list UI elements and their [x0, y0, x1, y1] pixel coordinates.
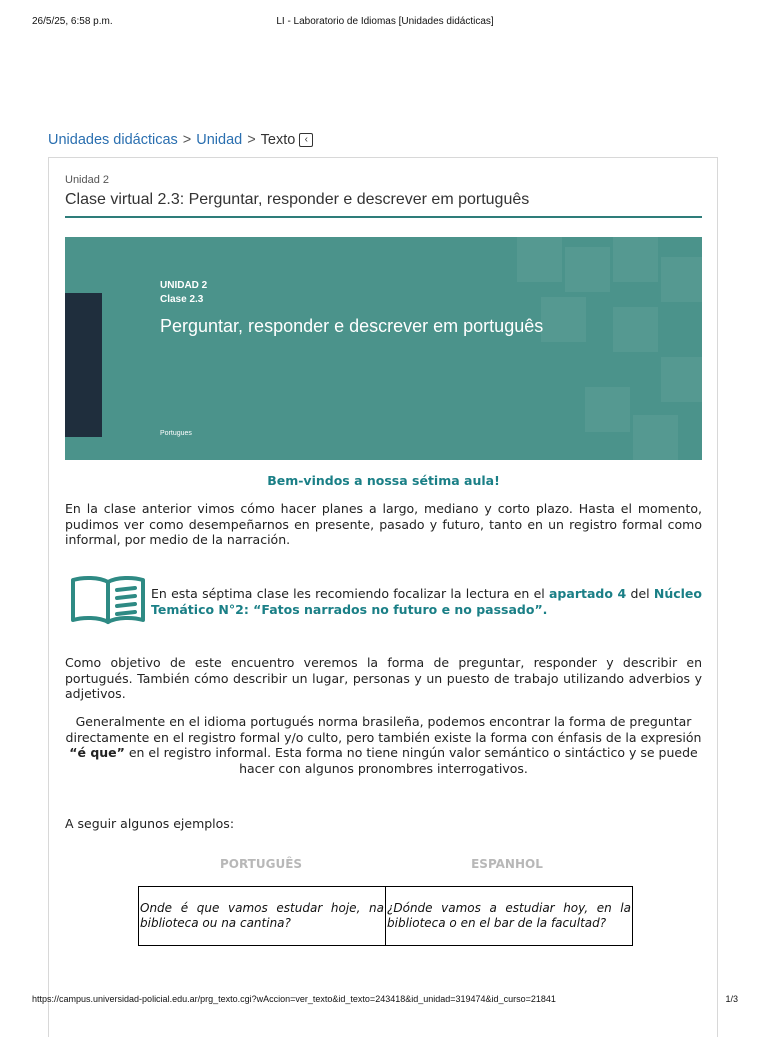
title-divider [65, 216, 702, 218]
banner-decoration [585, 387, 630, 432]
table-cell-espanhol: ¿Dónde vamos a estudiar hoy, en la biblioteca o en el bar de la facultad? [386, 887, 633, 946]
explanation-bold: “é que” [69, 745, 125, 760]
page-title: Clase virtual 2.3: Perguntar, responder e descrever em português [65, 191, 530, 208]
banner-decoration [565, 247, 610, 292]
print-url: https://campus.universidad-policial.edu.ar/prg_texto.cgi?wAccion=ver_texto&id_texto=243418&id_unidad=319474&id_curso=21841 [32, 994, 556, 1004]
banner-decoration [613, 307, 658, 352]
banner-side-tab [65, 293, 102, 437]
banner-class: Clase 2.3 [160, 294, 204, 305]
banner-decoration [613, 237, 658, 282]
examples-intro: A seguir algunos ejemplos: [65, 816, 235, 831]
page-number: 1/3 [725, 994, 738, 1004]
print-datetime: 26/5/25, 6:58 p.m. [32, 16, 113, 27]
reco-section-link: apartado 4 [549, 586, 627, 601]
examples-table [138, 886, 633, 946]
intro-paragraph: En la clase anterior vimos cómo hacer planes a largo, mediano y corto plazo. Hasta el momento, pudimos ver como desempeñarnos en presente, pasado y futuro, tanto en un registro formal como informal, por medio de la narración. [65, 501, 702, 547]
print-header [32, 16, 738, 32]
explanation-text: en el registro informal. Esta forma no tiene ningún valor semántico o sintáctico y se puede hacer con algunos pronombres interrogativos. [124, 745, 698, 776]
unit-label: Unidad 2 [65, 174, 110, 186]
welcome-heading: Bem-vindos a nossa sétima aula! [267, 473, 500, 488]
banner-language: Portugues [160, 430, 192, 437]
banner-unit: UNIDAD 2 [160, 280, 208, 291]
banner-title: Perguntar, responder e descrever em português [160, 316, 544, 336]
class-banner [65, 237, 702, 460]
breadcrumb-current: Texto [260, 132, 296, 148]
reco-text: del [626, 586, 654, 601]
breadcrumb [48, 132, 313, 148]
banner-decoration [541, 297, 586, 342]
banner-decoration [633, 415, 678, 460]
banner-decoration [661, 257, 702, 302]
breadcrumb-separator: > [247, 132, 256, 148]
breadcrumb-separator: > [182, 132, 192, 148]
reco-text: En esta séptima clase les recomiendo focalizar la lectura en el [151, 586, 549, 601]
breadcrumb-unidades-didacticas[interactable]: Unidades didácticas [48, 132, 178, 148]
print-footer [32, 994, 738, 1008]
explanation-text: Generalmente en el idioma portugués norma brasileña, podemos encontrar la forma de preguntar directamente en el registro formal y/o culto, pero también existe la forma con énfasis de la expresión [65, 714, 702, 745]
table-row [139, 887, 633, 946]
reading-recommendation [151, 586, 702, 617]
reco-core-topic-link: Núcleo Temático N°2: “Fatos narrados no futuro e no passado”. [151, 586, 702, 617]
explanation-paragraph [65, 714, 702, 776]
column-header-espanhol: ESPANHOL [471, 857, 543, 871]
column-header-portugues: PORTUGUÊS [219, 857, 303, 871]
objective-paragraph: Como objetivo de este encuentro veremos la forma de preguntar, responder y describir en portugués. También cómo describir un lugar, personas y un puesto de trabajo utilizando adverbios y adjetivos. [65, 655, 702, 701]
print-title: LI - Laboratorio de Idiomas [Unidades didácticas] [276, 16, 494, 27]
breadcrumb-unidad[interactable]: Unidad [196, 132, 243, 148]
back-icon[interactable]: ‹ [299, 133, 313, 147]
banner-decoration [517, 237, 562, 282]
table-cell-portugues: Onde é que vamos estudar hoje, na biblioteca ou na cantina? [139, 887, 386, 946]
banner-decoration [661, 357, 702, 402]
open-book-icon [69, 574, 147, 626]
